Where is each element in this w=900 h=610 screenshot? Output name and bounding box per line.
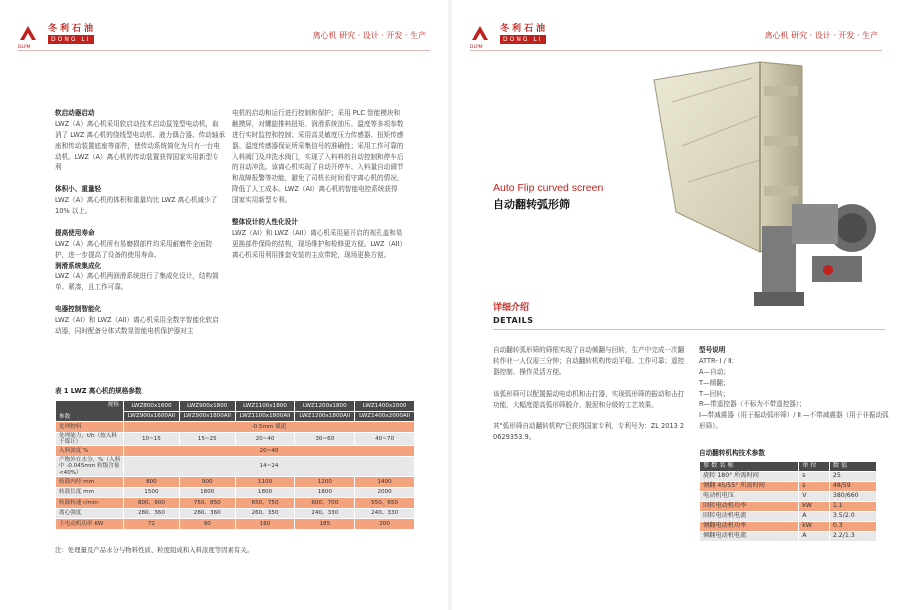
details-paragraph: 其"弧形筛自动翻转机构"已获得国家专利，专利号为：ZL 2013 2 0629353.9。 — [493, 422, 685, 442]
header-param-label: 参数 — [59, 413, 71, 420]
curved-screen-machine-photo — [642, 56, 886, 314]
tech-table-caption: 自动翻转机构技术参数 — [699, 449, 765, 457]
logo-abbreviation: DLPM — [18, 45, 31, 50]
spec-table-caption: 表 1 LWZ 离心机的规格参数 — [55, 387, 142, 395]
left-page — [0, 0, 448, 610]
spec-cell: 185 — [295, 519, 355, 530]
left-column-1 — [55, 108, 225, 337]
tech-cell: 25 — [829, 472, 876, 482]
spec-cell: 650、750 — [235, 498, 295, 509]
section-body: LWZ（AI）和 LWZ（AII）离心机采用悬开启的视孔盖和易更换部件保险的结构，现场维护和检修更方便。LWZ（AII）离心机采用利用推套安装的主皮带轮，现场更换方便。 — [232, 228, 403, 259]
spec-cell: 40~70 — [355, 432, 415, 446]
model-line: Ⅰ—带减震器（用于振动弧形筛）/ Ⅱ —不带减震器（用于非振动弧形筛）。 — [699, 411, 889, 431]
details-heading-en: DETAILS — [493, 316, 534, 325]
spec-cell: 240、330 — [295, 508, 355, 519]
section-title: 润滑系统集成化 — [55, 261, 102, 270]
spec-cell: 800、900 — [124, 498, 180, 509]
tech-header-cell: 单 位 — [799, 462, 830, 472]
spec-table-note: 注：处理量及产品水分与物料性质、粒度组成和入料浓度等因素有关。 — [55, 546, 254, 554]
spec-cell: 1800 — [295, 487, 355, 498]
model-header: LWZ1400x2000 — [355, 401, 415, 412]
tech-row — [700, 532, 877, 542]
spec-cell-merged: -0.5mm 煤泥 — [124, 422, 415, 433]
details-paragraph: 自动翻转弧形筛的筛框实现了自动倾翻与回转，生产中完成一次翻转作业一人仅需三分钟；自动翻转机构传动平稳、工作可靠；遥控器控制、操作灵活方便。 — [493, 346, 685, 376]
section-title: 电器控制智能化 — [55, 305, 102, 314]
product-english-title: Auto Flip curved screen — [493, 182, 604, 194]
spec-cell: 260、350 — [235, 508, 295, 519]
model-line: T—回转； — [699, 389, 730, 398]
model-header: LWZ1400x2000AII — [355, 411, 415, 422]
spec-cell: 240、330 — [355, 508, 415, 519]
spec-row-label: 转鼓转速 r/min — [56, 498, 124, 509]
right-header — [470, 22, 882, 50]
spec-cell: 800 — [124, 477, 180, 488]
model-header: LWZ1200x1800AII — [295, 411, 355, 422]
tech-row — [700, 512, 877, 522]
tech-cell: 电动机电压 — [700, 492, 799, 502]
tech-cell: s — [799, 482, 830, 492]
tech-cell: 1.1 — [829, 502, 876, 512]
logo-english-name: DONG LI — [48, 35, 94, 44]
tech-cell: kW — [799, 502, 830, 512]
spec-table-body — [56, 422, 415, 530]
details-column-1 — [493, 345, 689, 443]
tech-table — [699, 461, 877, 542]
details-heading-cn: 详细介绍 — [493, 303, 530, 313]
spec-cell: 280、360 — [179, 508, 235, 519]
spec-cell: 90 — [179, 519, 235, 530]
spec-row — [56, 498, 415, 509]
spec-cell: 10~15 — [124, 432, 180, 446]
spec-row-label: 产物外在水分，%（入料中 -0.045mm 粒级含量 <40%） — [56, 456, 124, 476]
spec-cell: 1200 — [295, 477, 355, 488]
spec-table-corner — [56, 401, 124, 422]
tech-table-header — [700, 462, 877, 472]
spec-cell: 900 — [179, 477, 235, 488]
model-title: 型号说明 — [699, 346, 726, 354]
model-header: LWZ800x1600 — [124, 401, 180, 412]
tech-cell: 2.2/1.3 — [829, 532, 876, 542]
left-header — [18, 22, 430, 50]
tech-row — [700, 522, 877, 532]
spec-row — [56, 422, 415, 433]
details-paragraph: 该弧形筛可以配置振动电动机和击打器，实现弧形筛的振动和击打功能，大幅度提高弧形筛脱介、脱泥和分级的工艺效果。 — [493, 389, 685, 409]
tech-cell: A — [799, 532, 830, 542]
spec-row — [56, 446, 415, 457]
model-header: LWZ900x1600AII — [124, 411, 180, 422]
spec-row-label: 转鼓长度 mm — [56, 487, 124, 498]
spec-row-label: 转鼓内径 mm — [56, 477, 124, 488]
spec-row — [56, 487, 415, 498]
spec-row — [56, 456, 415, 476]
section-body: LWZ（A）离心机所有易磨损部件均采用耐磨件全面防护，进一步提高了设备的使用寿命。 — [55, 239, 213, 259]
tech-cell: 倾翻电动机功率 — [700, 522, 799, 532]
section-title: 体积小、重量轻 — [55, 185, 102, 194]
tech-cell: V — [799, 492, 830, 502]
tech-header-cell: 数 值 — [829, 462, 876, 472]
section-body: LWZ（AI）和 LWZ（AII）离心机采用全数字智能化软启动器，同时配备分体式数显智能电机保护器对主 — [55, 316, 219, 335]
spec-cell: 750、850 — [179, 498, 235, 509]
tech-cell: 旋转 180° 所需时间 — [700, 472, 799, 482]
spec-cell: 1500 — [124, 487, 180, 498]
spec-cell: 280、360 — [124, 508, 180, 519]
model-line: T—倾翻； — [699, 378, 730, 387]
section-body-continued: 电机的启动和运行进行控制和保护；采用 PLC 智能模块和触摸屏，对螺旋推料扭矩、润滑系统油压、温度等多项参数进行实时监控和控制；采用高灵敏度压力传感器、扭矩传感器、温度传感器保证所采集信号的准确性；采用工作可靠的入料阀门及冲洗水阀门，实现了入料料的自动控制和停车后的自动冲洗。该离心机实现了自动开停车、入料量自动调节和故障报警等功能，避免了司机长时间看守离心机的情况，降低了人工成本。LWZ（AI）离心机的智能电控系统获得国家实用新型专利。 — [232, 109, 404, 204]
spec-row — [56, 432, 415, 446]
tech-cell: 回转电动机功率 — [700, 502, 799, 512]
spec-table — [55, 400, 415, 530]
spec-cell-merged: 20~40 — [124, 446, 415, 457]
model-line: ATTR- Ⅰ / Ⅱ： — [699, 356, 738, 365]
product-chinese-title: 自动翻转弧形筛 — [493, 198, 570, 211]
spec-cell: 72 — [124, 519, 180, 530]
spec-row — [56, 519, 415, 530]
section-body: LWZ（A）离心机采用软启动技术启动鼠笼型电动机，取消了 LWZ 离心机的绕线型电动机、液力偶合器、传动轴承座和传动装置底座等部件，使传动系统简化为只有一台电动机。LWZ（A）离心机的传动装置获得国家实用新型专利 — [55, 119, 225, 172]
tech-row — [700, 482, 877, 492]
spec-cell: 2000 — [355, 487, 415, 498]
header-divider — [470, 50, 882, 51]
tech-cell: s — [799, 472, 830, 482]
model-header: LWZ1200x1800 — [295, 401, 355, 412]
logo-chinese-name: 冬利石油 — [48, 24, 97, 34]
spec-cell: 15~25 — [179, 432, 235, 446]
spec-cell: 550、650 — [355, 498, 415, 509]
model-header: LWZ1100x1800AII — [235, 411, 295, 422]
section-title: 软启动器启动 — [55, 109, 95, 117]
logo-chinese-name: 冬利石油 — [500, 24, 549, 34]
tech-cell: 48/59 — [829, 482, 876, 492]
tech-row — [700, 492, 877, 502]
right-page — [452, 0, 900, 610]
model-header: LWZ1100x1800 — [235, 401, 295, 412]
model-line: A—自动； — [699, 367, 730, 376]
spec-row-label: 主电动机功率 KW — [56, 519, 124, 530]
tech-cell: 倾翻电动机电流 — [700, 532, 799, 542]
header-divider — [18, 50, 430, 51]
tech-cell: 倾翻 45/55° 所需时间 — [700, 482, 799, 492]
tech-cell: kW — [799, 522, 830, 532]
spec-row-label: 处理能力，t/h（按入料干煤计） — [56, 432, 124, 446]
header-tagline: 离心机 研究 · 设计 · 开发 · 生产 — [764, 31, 878, 40]
model-header: LWZ900x1800AII — [179, 411, 235, 422]
tech-cell: 380/660 — [829, 492, 876, 502]
spec-cell: 160 — [235, 519, 295, 530]
logo-english-name: DONG LI — [500, 35, 546, 44]
tech-row — [700, 472, 877, 482]
tech-header-cell: 参 数 名 称 — [700, 462, 799, 472]
tech-cell: 3.5/2.0 — [829, 512, 876, 522]
company-logo-icon — [470, 24, 490, 42]
spec-row — [56, 508, 415, 519]
spec-row-label: 处理物料 — [56, 422, 124, 433]
left-column-2 — [232, 108, 404, 260]
spec-row-label: 离心强度 — [56, 508, 124, 519]
spec-cell: 1400 — [355, 477, 415, 488]
spec-row — [56, 477, 415, 488]
model-line: R—带遥控器（不标为不带遥控器）； — [699, 400, 806, 409]
spec-cell: 20~40 — [235, 432, 295, 446]
spec-cell: 1100 — [235, 477, 295, 488]
spec-cell: 30~60 — [295, 432, 355, 446]
logo-abbreviation: DLPM — [470, 45, 483, 50]
company-logo-icon — [18, 24, 38, 42]
tech-row — [700, 502, 877, 512]
spec-cell: 1800 — [179, 487, 235, 498]
model-description — [699, 345, 889, 432]
spec-cell: 200 — [355, 519, 415, 530]
spec-cell-merged: 14~24 — [124, 456, 415, 476]
tech-cell: 回转电动机电流 — [700, 512, 799, 522]
header-spec-label: 规格 — [107, 402, 119, 408]
section-title: 整体设计的人性化设计 — [232, 217, 298, 226]
details-divider — [493, 329, 885, 330]
section-title: 提高使用寿命 — [55, 228, 95, 237]
model-header: LWZ900x1800 — [179, 401, 235, 412]
spec-cell: 600、700 — [295, 498, 355, 509]
tech-cell: 0.3 — [829, 522, 876, 532]
tech-cell: A — [799, 512, 830, 522]
spec-row-label: 入料浓度 % — [56, 446, 124, 457]
spec-cell: 1800 — [235, 487, 295, 498]
section-body: LWZ（A）离心机的体积和重量均比 LWZ 离心机减少了 10% 以上。 — [55, 196, 218, 215]
header-tagline: 离心机 研究 · 设计 · 开发 · 生产 — [312, 31, 426, 40]
section-body: LWZ（A）离心机两润滑系统进行了集成化设计，结构简单、紧凑，且工作可靠。 — [55, 272, 219, 292]
